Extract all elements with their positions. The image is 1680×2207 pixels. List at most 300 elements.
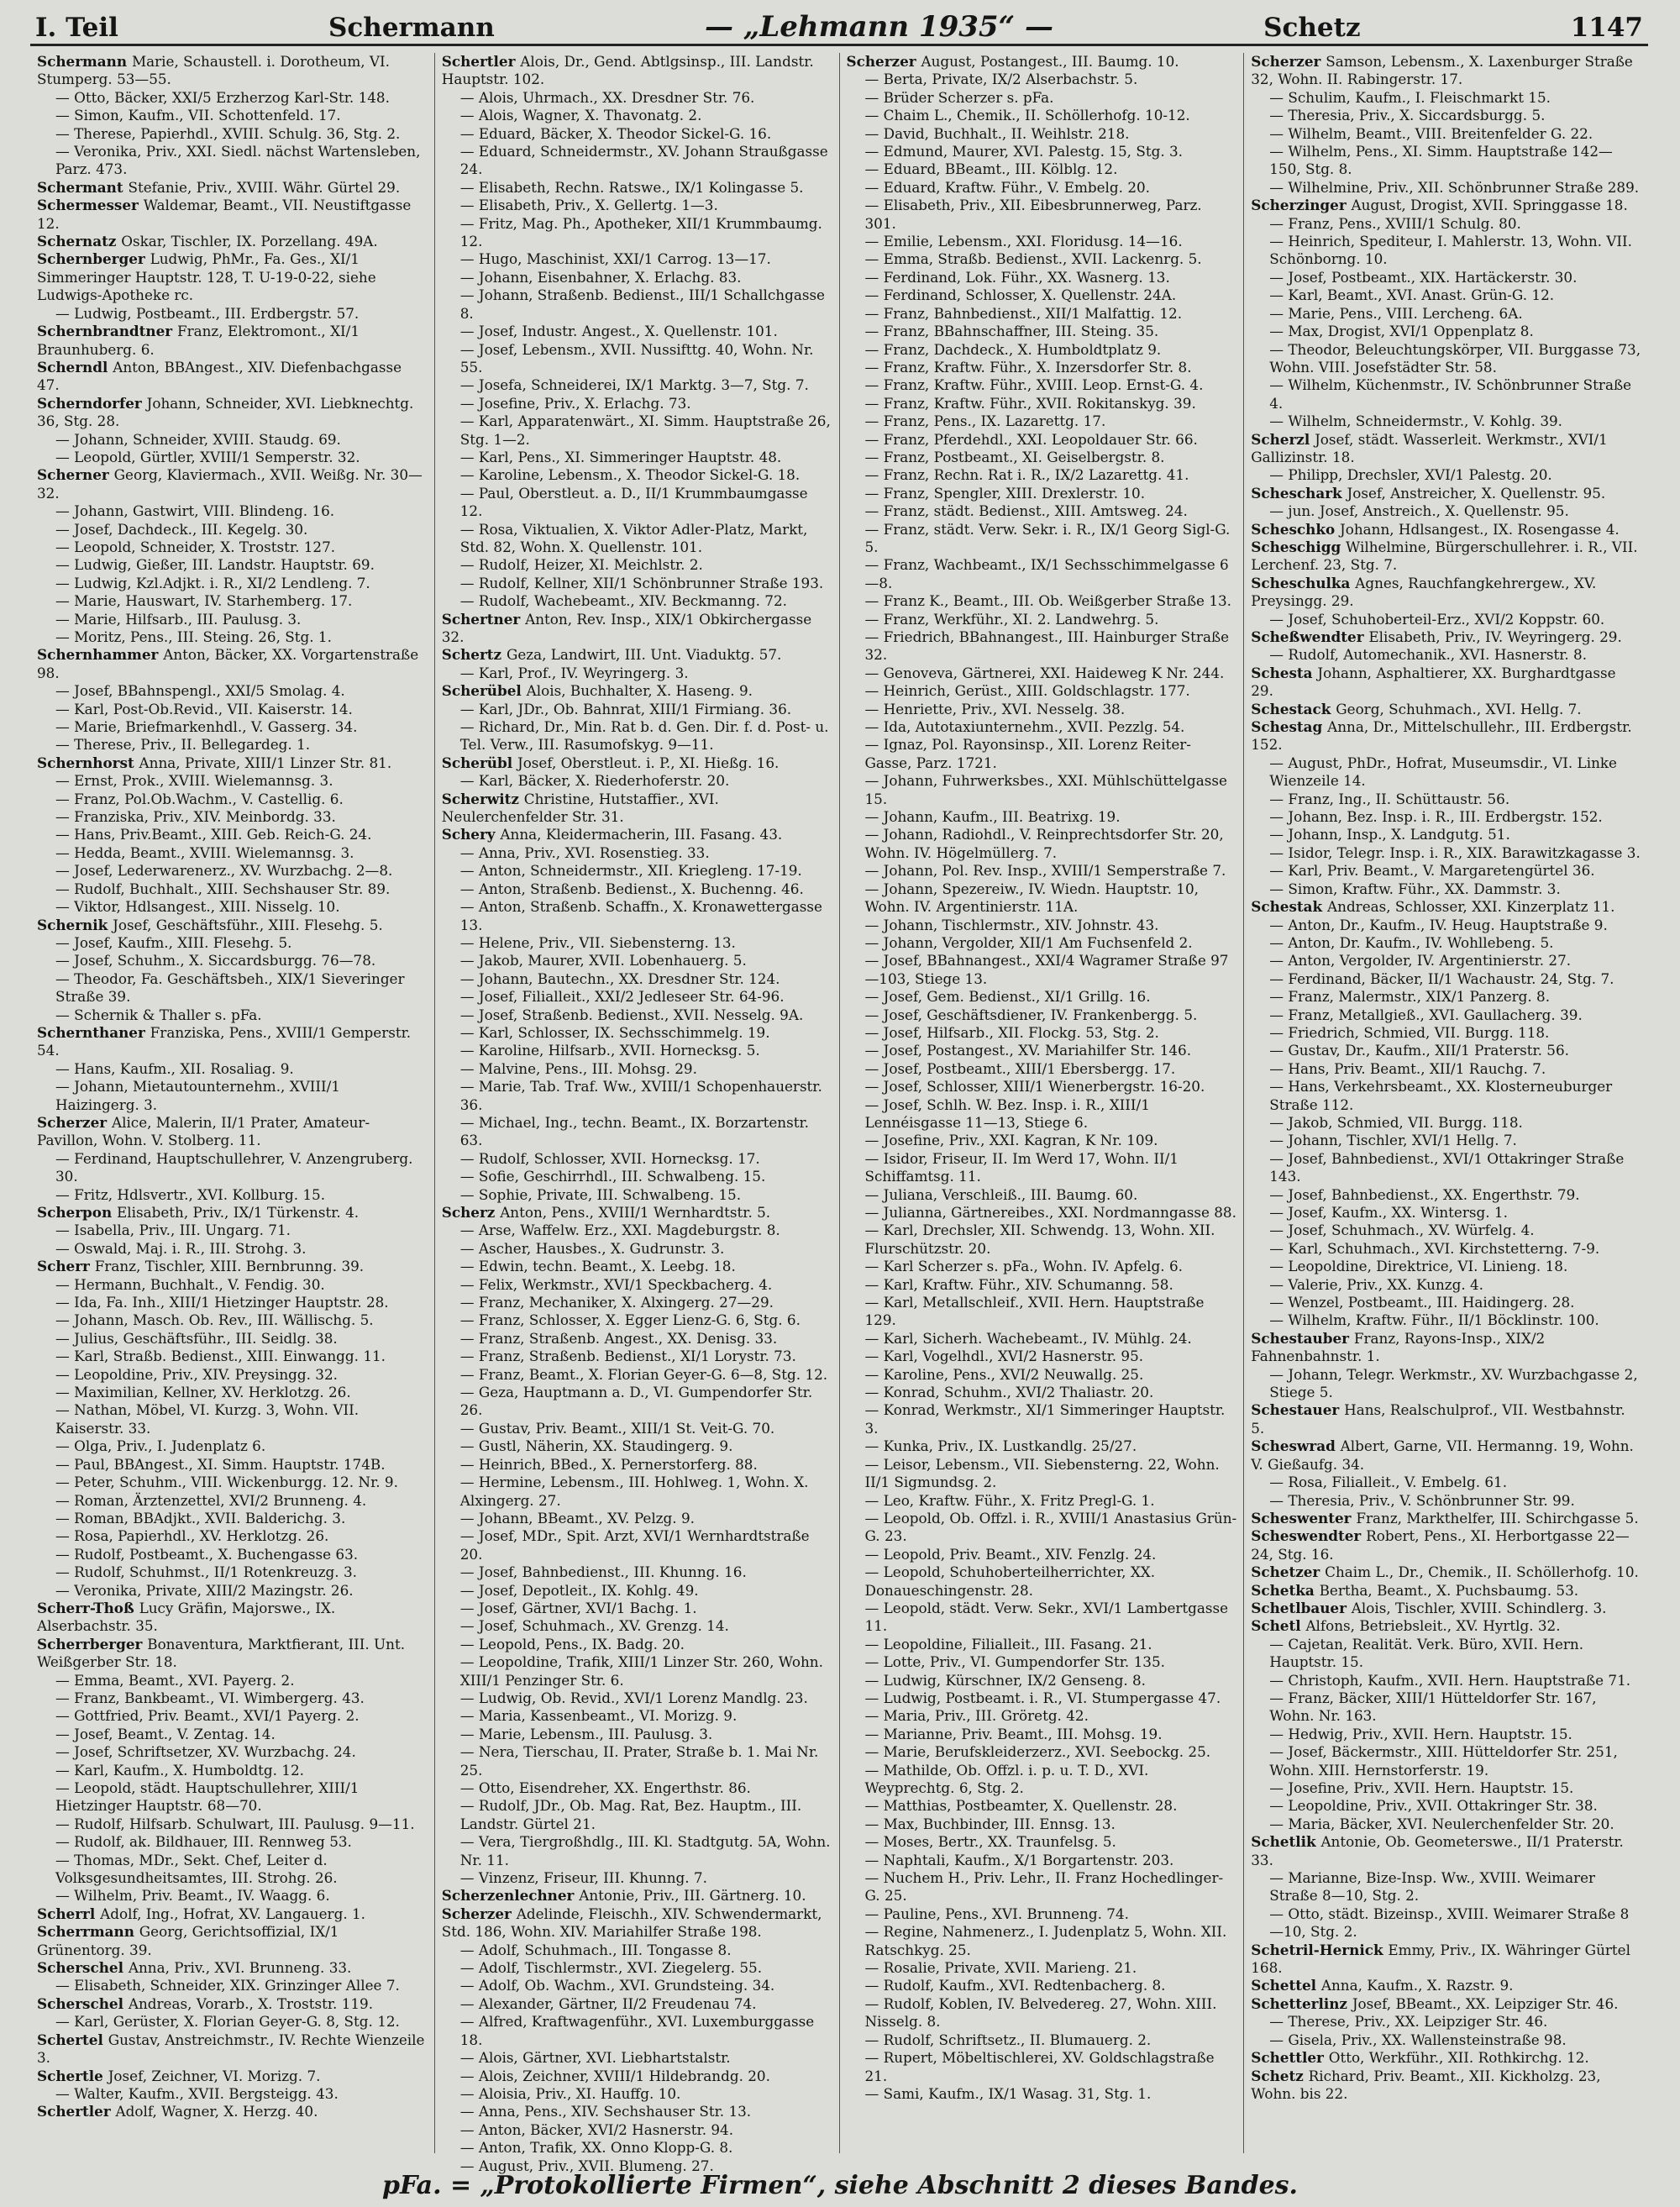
entry-details: — Adolf, Ob. Wachm., XVI. Grundsteing. 34. — [459, 1977, 775, 1994]
directory-entry — [37, 1222, 428, 1239]
entry-details: Alois, Tischler, XVIII. Schindlerg. 3. — [1351, 1599, 1607, 1616]
entry-details: Antonie, Ob. Geometerswe., II/1 Praterstr. 33. — [1251, 1833, 1624, 1868]
entry-details: — Leo, Kraftw. Führ., X. Fritz Pregl-G. 1. — [864, 1491, 1155, 1509]
directory-entry — [37, 466, 428, 502]
directory-entry — [442, 718, 832, 754]
directory-entry — [1251, 215, 1641, 233]
directory-entry — [37, 1366, 428, 1384]
entry-details: — Moritz, Pens., III. Steing. 26, Stg. 1. — [55, 628, 332, 645]
entry-details: Elisabeth, Priv., IX/1 Türkenstr. 4. — [117, 1204, 360, 1221]
directory-entry — [1251, 1150, 1641, 1186]
directory-entry — [847, 89, 1237, 107]
entry-surname: Scherzl — [1251, 430, 1315, 448]
directory-entry — [1251, 125, 1641, 143]
directory-entry — [1251, 1006, 1641, 1024]
directory-entry — [442, 1042, 832, 1059]
directory-entry — [37, 539, 428, 556]
entry-details: — Josef, Dachdeck., III. Kegelg. 30. — [55, 520, 308, 538]
entry-surname: Scherpon — [37, 1204, 118, 1221]
entry-details: — Otto, Bäcker, XXI/5 Erzherzog Karl-Str. 148. — [55, 88, 390, 106]
entry-details: — Karl, Schuhmach., XVI. Kirchstetterng. 7-9. — [1269, 1239, 1600, 1257]
entry-details: Josef, städt. Wasserleit. Werkmstr., XVI/1 Gallizinstr. 18. — [1251, 430, 1608, 465]
entry-details: — Karoline, Pens., XVI/2 Neuwallg. 25. — [864, 1365, 1144, 1383]
entry-surname: Scherzer — [441, 1905, 517, 1922]
directory-entry — [442, 1743, 832, 1779]
entry-details: — Karl, Prof., IV. Weyringerg. 3. — [459, 664, 689, 681]
directory-entry — [37, 1510, 428, 1527]
entry-surname: Schernbrandtner — [37, 323, 177, 340]
directory-entry — [1251, 1078, 1641, 1114]
directory-entry — [37, 736, 428, 754]
entry-details: — Paul, Oberstleut. a. D., II/1 Krummbaumgasse 12. — [459, 484, 808, 520]
directory-entry — [37, 826, 428, 843]
entry-details: — Felix, Werkmstr., XVI/1 Speckbacherg. 4. — [459, 1275, 773, 1293]
entry-details: — Leopold, Gürtler, XVIII/1 Semperstr. 32. — [55, 448, 360, 465]
directory-entry — [847, 1869, 1237, 1905]
entry-details: — Rudolf, Kaufm., XVI. Redtenbacherg. 8. — [864, 1977, 1166, 1994]
entry-details: — Helene, Priv., VII. Siebensterng. 13. — [459, 933, 736, 951]
entry-details: — Marianne, Priv. Beamt., III. Mohsg. 19. — [864, 1725, 1163, 1742]
entry-details: — Franz, Beamt., X. Florian Geyer-G. 6—8, Stg. 12. — [459, 1365, 828, 1383]
entry-details: — Arse, Waffelw. Erz., XXI. Magdeburgstr. 8. — [459, 1222, 780, 1239]
entry-details: — Hermann, Buchhalt., V. Fendig. 30. — [55, 1275, 325, 1293]
page-header — [30, 10, 1648, 46]
directory-entry — [37, 1743, 428, 1761]
entry-surname: Scherrl — [37, 1905, 101, 1922]
entry-surname: Scherz — [441, 1204, 501, 1221]
directory-entry — [1251, 1977, 1641, 1994]
entry-details: — Leopoldine, Priv., XVII. Ottakringer Str. 38. — [1269, 1797, 1598, 1815]
directory-entry — [442, 395, 832, 412]
directory-entry — [847, 1923, 1237, 1959]
entry-surname: Schertler — [441, 53, 521, 70]
entry-surname: Scherzer — [1251, 53, 1326, 70]
entry-details: — Hans, Priv.Beamt., XIII. Geb. Reich-G. 24. — [55, 826, 372, 843]
directory-entry — [442, 1510, 832, 1527]
directory-entry — [847, 1276, 1237, 1294]
entry-details: — Franz, Spengler, XIII. Drexlerstr. 10. — [864, 484, 1146, 502]
entry-details: — Franz, Kraftw. Führ., XVIII. Leop. Ernst-G. 4. — [864, 376, 1204, 394]
entry-details: — Kunka, Priv., IX. Lustkandlg. 25/27. — [864, 1437, 1137, 1455]
directory-entry — [847, 1689, 1237, 1707]
directory-entry — [442, 1977, 832, 1994]
entry-details: — Karl Scherzer s. pFa., Wohn. IV. Apfelg. 6. — [864, 1258, 1183, 1275]
entry-details: — Wilhelm, Schneidermstr., V. Kohlg. 39. — [1269, 412, 1563, 430]
directory-entry — [847, 466, 1237, 484]
directory-entry — [442, 1653, 832, 1689]
entry-surname: Scheswendter — [1251, 1527, 1367, 1545]
entry-details: — Schernik & Thaller s. pFa. — [55, 1006, 262, 1023]
directory-entry — [37, 772, 428, 790]
directory-entry — [37, 1401, 428, 1437]
entry-details: — Marie, Pens., VIII. Lercheng. 6A. — [1269, 304, 1523, 322]
entry-details: — Malvine, Pens., III. Mohsg. 29. — [459, 1059, 697, 1077]
entry-details: Adolf, Wagner, X. Herzg. 40. — [115, 2103, 318, 2120]
entry-details: — Marie, Berufskleiderzerz., XVI. Seebockg. 25. — [864, 1743, 1211, 1761]
directory-entry — [1251, 1474, 1641, 1491]
directory-entry — [442, 197, 832, 214]
directory-entry — [442, 2068, 832, 2085]
entry-details: — Karl, Post-Ob.Revid., VII. Kaiserstr. 14. — [55, 700, 353, 717]
directory-entry — [37, 521, 428, 539]
page-number: 1147 — [1570, 13, 1643, 43]
directory-entry — [37, 1816, 428, 1833]
entry-details: — Rudolf, Postbeamt., X. Buchengasse 63. — [55, 1545, 359, 1563]
directory-entry — [1251, 1240, 1641, 1258]
directory-entry — [37, 2068, 428, 2085]
entry-details: Agnes, Rauchfangkehrergew., XV. Preysingg. 29. — [1251, 574, 1597, 610]
directory-entry — [847, 1743, 1237, 1761]
directory-entry — [442, 1006, 832, 1024]
directory-entry — [442, 449, 832, 466]
entry-surname: Scherübel — [441, 682, 527, 700]
entry-details: — Franziska, Priv., XIV. Meinbordg. 33. — [55, 808, 336, 826]
directory-entry — [37, 1492, 428, 1510]
directory-entry — [847, 862, 1237, 880]
directory-entry — [847, 1024, 1237, 1042]
directory-entry — [442, 1437, 832, 1455]
directory-entry — [37, 628, 428, 646]
directory-entry — [37, 682, 428, 700]
entry-details: Johann, Hdlsangest., IX. Rosengasse 4. — [1340, 520, 1620, 538]
entry-details: — Johann, Radiohdl., V. Reinprechtsdorfer Str. 20, Wohn. IV. Högelmüllerg. 7. — [864, 826, 1224, 861]
entry-details: — Franz, Bahnbedienst., XII/1 Malfattig. 12. — [864, 304, 1183, 322]
entry-details: — Franz, Dachdeck., X. Humboldtplatz 9. — [864, 340, 1162, 358]
directory-entry — [1251, 53, 1641, 89]
directory-entry — [847, 718, 1237, 736]
entry-details: — Anton, Dr. Kaufm., IV. Wohllebeng. 5. — [1269, 933, 1554, 951]
directory-column-2 — [435, 53, 840, 2174]
entry-details: — Isidor, Telegr. Insp. i. R., XIX. Barawitzkagasse 3. — [1269, 843, 1641, 861]
entry-details: — Hedda, Beamt., XVIII. Wielemannsg. 3. — [55, 843, 354, 861]
directory-column-3 — [840, 53, 1245, 2153]
entry-surname: Schetterlinz — [1251, 1994, 1352, 2012]
directory-entry — [847, 449, 1237, 466]
directory-entry — [442, 179, 832, 197]
entry-details: — Johann, Bez. Insp. i. R., III. Erdbergstr. 152. — [1269, 808, 1603, 826]
entry-details: — Rupert, Möbeltischlerei, XV. Goldschlagstraße 21. — [864, 2049, 1215, 2084]
directory-entry — [847, 107, 1237, 124]
directory-entry — [37, 880, 428, 898]
directory-entry — [442, 1366, 832, 1384]
entry-details: — Franz, Pferdehdl., XXI. Leopoldauer Str. 66. — [864, 430, 1198, 448]
entry-details: — Franz, Postbeamt., XI. Geiselbergstr. 8. — [864, 448, 1165, 465]
entry-details: Anna, Kleidermacherin, III. Fasang. 43. — [500, 826, 783, 843]
entry-details: — Otto, städt. Bizeinsp., XVIII. Weimarer Straße 8—10, Stg. 2. — [1269, 1905, 1630, 1941]
entry-details: — Friedrich, Schmied, VII. Burgg. 118. — [1269, 1023, 1550, 1041]
directory-entry — [1251, 1294, 1641, 1311]
directory-entry — [37, 395, 428, 431]
directory-entry — [37, 107, 428, 124]
entry-details: — Theodor, Beleuchtungskörper, VII. Burggasse 73, Wohn. VIII. Josefstädter Str. 58. — [1269, 340, 1641, 376]
directory-entry — [442, 1276, 832, 1294]
directory-entry — [847, 1546, 1237, 1563]
entry-details: — Rosa, Viktualien, X. Viktor Adler-Platz, Markt, Std. 82, Wohn. X. Quellenstr. 101. — [459, 520, 808, 555]
entry-details: — Rudolf, Buchhalt., XIII. Sechshauser Str. 89. — [55, 880, 391, 897]
entry-details: — Hugo, Maschinist, XXI/1 Carrog. 13—17. — [459, 250, 771, 268]
entry-details: — Hermine, Lebensm., III. Hohlweg. 1, Wohn. X. Alxingerg. 27. — [459, 1474, 809, 1509]
directory-entry — [1251, 466, 1641, 484]
directory-entry — [1251, 1942, 1641, 1978]
entry-details: Christine, Hutstaffier., XVI. Neulerchenfelder Str. 31. — [441, 790, 719, 826]
entry-surname: Schetzer — [1251, 1563, 1326, 1581]
entry-details: — Karl, Vogelhdl., XVI/2 Hasnerstr. 95. — [864, 1348, 1144, 1365]
entry-details: — Johann, Tischler, XVI/1 Hellg. 7. — [1269, 1132, 1517, 1149]
entry-details: Hans, Realschulprof., VII. Westbahnstr. 5. — [1251, 1401, 1625, 1437]
directory-entry — [37, 1689, 428, 1707]
entry-surname: Scherschel — [37, 1994, 129, 2012]
directory-entry — [442, 772, 832, 790]
entry-details: — Franz, Straßenb. Angest., XX. Denisg. 33. — [459, 1329, 778, 1347]
entry-details: — Johann, Eisenbahner, X. Erlachg. 83. — [459, 268, 742, 286]
directory-entry — [847, 233, 1237, 250]
directory-entry — [442, 1707, 832, 1725]
directory-entry — [847, 611, 1237, 628]
directory-entry — [847, 179, 1237, 197]
entry-details: Richard, Priv. Beamt., XII. Kickholzg. 23, Wohn. bis 22. — [1251, 2067, 1601, 2102]
entry-details: — Ludwig, Gießer, III. Landstr. Hauptstr. 69. — [55, 556, 375, 574]
directory-entry — [442, 2013, 832, 2049]
entry-surname: Scheschko — [1251, 520, 1340, 538]
directory-entry — [1251, 808, 1641, 826]
entry-surname: Scherzer — [846, 53, 921, 70]
entry-details: — Johann, Mietautounternehm., XVIII/1 Haizingerg. 3. — [55, 1078, 340, 1113]
entry-details: — Karl, Apparatenwärt., XI. Simm. Hauptstraße 26, Stg. 1—2. — [459, 412, 831, 448]
entry-details: — Peter, Schuhm., VIII. Wickenburgg. 12. Nr. 9. — [55, 1474, 398, 1491]
entry-details: — Gottfried, Priv. Beamt., XVI/1 Payerg. 2. — [55, 1707, 360, 1725]
directory-entry — [1251, 880, 1641, 898]
entry-details: Albert, Garne, VII. Hermanng. 19, Wohn. V. Gießaufg. 34. — [1251, 1437, 1634, 1473]
entry-details: Franz, Elektromont., XI/1 Braunhuberg. 6. — [37, 323, 360, 358]
directory-entry — [37, 1762, 428, 1779]
entry-details: — Josef, Schuhmach., XV. Grenzg. 14. — [459, 1617, 729, 1635]
directory-entry — [37, 1204, 428, 1222]
entry-details: — Maximilian, Kellner, XV. Herklotzg. 26. — [55, 1384, 351, 1401]
entry-details: — Leopold, Pens., IX. Badg. 20. — [459, 1635, 685, 1653]
directory-entry — [442, 880, 832, 898]
directory-entry — [37, 1582, 428, 1600]
entry-surname: Schesta — [1251, 664, 1318, 681]
entry-details: — Therese, Priv., II. Bellegardeg. 1. — [55, 736, 311, 754]
entry-details: — Roman, BBAdjkt., XVII. Balderichg. 3. — [55, 1509, 346, 1527]
entry-details: — Wilhelm, Küchenmstr., IV. Schönbrunner Straße 4. — [1269, 376, 1632, 412]
directory-entry — [847, 1401, 1237, 1437]
directory-entry — [1251, 1492, 1641, 1510]
edition-title: — „Lehmann 1935“ — — [704, 10, 1053, 44]
entry-details: — Leopold, städt. Verw. Sekr., XVI/1 Lambertgasse 11. — [864, 1599, 1229, 1635]
entry-details: — Wilhelm, Priv. Beamt., IV. Waagg. 6. — [55, 1887, 330, 1905]
directory-entry — [847, 269, 1237, 286]
directory-entry — [37, 754, 428, 772]
directory-columns — [30, 53, 1648, 2174]
entry-details: Andreas, Schlosser, XXI. Kinzerplatz 11. — [1327, 898, 1615, 916]
directory-entry — [847, 160, 1237, 178]
entry-details: — Max, Buchbinder, III. Ennsg. 13. — [864, 1815, 1116, 1832]
directory-entry — [847, 682, 1237, 700]
entry-details: — Olga, Priv., I. Judenplatz 6. — [55, 1437, 266, 1455]
entry-details: — Sophie, Private, III. Schwalbeng. 15. — [459, 1185, 742, 1203]
directory-entry — [1251, 970, 1641, 988]
entry-details: — Heinrich, BBed., X. Pernerstorferg. 88. — [459, 1455, 758, 1473]
directory-entry — [442, 1474, 832, 1510]
directory-entry — [847, 412, 1237, 430]
entry-details: Anna, Priv., XVI. Brunneng. 33. — [128, 1959, 352, 1977]
entry-details: — Karl, Kaufm., X. Humboldtg. 12. — [55, 1761, 304, 1779]
directory-entry — [37, 1923, 428, 1959]
directory-entry — [442, 1833, 832, 1869]
directory-entry — [847, 1258, 1237, 1275]
directory-entry — [1251, 1510, 1641, 1527]
entry-details: — Franz, städt. Verw. Sekr. i. R., IX/1 Georg Sigl-G. 5. — [864, 520, 1231, 555]
entry-details: Elisabeth, Priv., IV. Weyringerg. 29. — [1368, 628, 1622, 645]
directory-entry — [847, 1600, 1237, 1636]
entry-surname: Scherzinger — [1251, 197, 1352, 214]
entry-details: Antonie, Priv., III. Gärtnerg. 10. — [579, 1887, 806, 1905]
directory-entry — [37, 844, 428, 862]
directory-entry — [847, 1816, 1237, 1833]
directory-entry — [37, 862, 428, 880]
footer-note: pFa. = „Protokollierte Firmen“, siehe Abschnitt 2 dieses Bandes. — [382, 2171, 1298, 2200]
entry-details: — Karl, Gerüster, X. Florian Geyer-G. 8, Stg. 12. — [55, 2013, 400, 2031]
entry-details: — Ferdinand, Hauptschullehrer, V. Anzengruberg. 30. — [55, 1149, 413, 1185]
entry-surname: Scherrberger — [37, 1635, 148, 1653]
entry-surname: Scheswrad — [1251, 1437, 1341, 1455]
entry-details: — Josef, Depotleit., IX. Kohlg. 49. — [459, 1581, 699, 1599]
entry-details: — Leopold, Schuhoberteilherrichter, XX. Donaueschingenstr. 28. — [864, 1563, 1156, 1599]
entry-details: — Wilhelmine, Priv., XII. Schönbrunner Straße 289. — [1269, 178, 1640, 196]
entry-details: — Alexander, Gärtner, II/2 Freudenau 74. — [459, 1994, 757, 2012]
directory-entry — [442, 2085, 832, 2103]
directory-entry — [37, 1707, 428, 1725]
entry-details: — Konrad, Werkmstr., XI/1 Simmeringer Hauptstr. 3. — [864, 1401, 1226, 1437]
directory-entry — [442, 754, 832, 772]
entry-details: Josef, Geschäftsführ., XIII. Flesehg. 5. — [113, 916, 383, 933]
entry-details: — Josef, Hilfsarb., XII. Flockg. 53, Stg. 2. — [864, 1023, 1159, 1041]
entry-details: Franz, Tischler, XIII. Bernbrunng. 39. — [94, 1258, 365, 1275]
entry-details: — Alois, Wagner, X. Thavonatg. 2. — [459, 107, 702, 124]
directory-entry — [442, 125, 832, 143]
directory-entry — [37, 1563, 428, 1581]
directory-entry — [442, 1060, 832, 1078]
directory-entry — [1251, 1689, 1641, 1726]
directory-entry — [442, 1942, 832, 1959]
directory-entry — [847, 880, 1237, 917]
entry-details: — Josef, Straßenb. Bedienst., XVII. Nesselg. 9A. — [459, 1006, 804, 1023]
directory-entry — [847, 772, 1237, 808]
entry-surname: Scherner — [37, 466, 114, 484]
entry-details: — Josef, Postbeamt., XIII/1 Ebersbergg. 17. — [864, 1059, 1176, 1077]
entry-details: — Marie, Lebensm., III. Paulusg. 3. — [459, 1725, 713, 1742]
directory-entry — [442, 53, 832, 89]
directory-entry — [847, 305, 1237, 323]
directory-entry — [442, 1779, 832, 1797]
entry-surname: Schestack — [1251, 700, 1336, 717]
directory-entry — [1251, 1311, 1641, 1329]
entry-surname: Schetl — [1251, 1617, 1306, 1635]
entry-details: — Leopold, Priv. Beamt., XIV. Fenzlg. 24. — [864, 1545, 1157, 1563]
directory-column-1 — [30, 53, 435, 2153]
directory-entry — [847, 952, 1237, 988]
directory-entry — [37, 1672, 428, 1689]
entry-details: — Ludwig, Kzl.Adjkt. i. R., XI/2 Lendleng. 7. — [55, 574, 370, 591]
entry-details: — Thomas, MDr., Sekt. Chef, Leiter d. Volksgesundheitsamtes, III. Strohg. 26. — [55, 1851, 338, 1887]
entry-details: Anton, BBAngest., XIV. Diefenbachgasse 47. — [37, 358, 402, 394]
directory-entry — [1251, 197, 1641, 214]
directory-entry — [1251, 844, 1641, 862]
entry-surname: Scherwitz — [441, 790, 524, 807]
part-label: I. Teil — [35, 13, 118, 43]
directory-entry — [847, 250, 1237, 268]
entry-details: — Josef, Lederwarenerz., XV. Wurzbachg. 2—8. — [55, 862, 393, 880]
directory-entry — [1251, 431, 1641, 467]
directory-entry — [847, 1222, 1237, 1258]
entry-details: Adelinde, Fleischh., XIV. Schwendermarkt, Std. 186, Wohn. XIV. Mariahilfer Straße 198. — [441, 1905, 822, 1941]
entry-details: — Johann, Schneider, XVIII. Staudg. 69. — [55, 430, 341, 448]
entry-details: Otto, Werkführ., XII. Rothkirchg. 12. — [1328, 2049, 1589, 2067]
directory-entry — [37, 1060, 428, 1078]
entry-details: — Juliana, Verschleiß., III. Baumg. 60. — [864, 1185, 1138, 1203]
entry-details: — Karoline, Lebensm., X. Theodor Sickel-G. 18. — [459, 466, 801, 484]
directory-entry — [847, 1006, 1237, 1024]
entry-details: — Theresia, Priv., V. Schönbrunner Str. 99. — [1269, 1491, 1575, 1509]
directory-entry — [442, 1150, 832, 1168]
directory-entry — [1251, 1060, 1641, 1078]
directory-entry — [442, 1186, 832, 1204]
entry-details: — Berta, Private, IX/2 Alserbachstr. 5. — [864, 71, 1138, 88]
entry-details: — Josef, Schuhoberteil-Erz., XVI/2 Koppstr. 60. — [1269, 610, 1605, 628]
directory-entry — [1251, 269, 1641, 286]
directory-entry — [847, 1852, 1237, 1869]
directory-entry — [37, 1779, 428, 1816]
entry-details: — Adolf, Schuhmach., III. Tongasse 8. — [459, 1941, 732, 1958]
directory-entry — [1251, 1563, 1641, 1581]
directory-entry — [442, 862, 832, 880]
entry-details: August, Drogist, XVII. Springgasse 18. — [1351, 197, 1628, 214]
directory-entry — [847, 988, 1237, 1006]
entry-details: — Josef, Gem. Bedienst., XI/1 Grillg. 16. — [864, 988, 1151, 1006]
directory-entry — [37, 1006, 428, 1024]
entry-details: Anna, Kaufm., X. Razstr. 9. — [1320, 1977, 1514, 1994]
entry-details: — Hans, Priv. Beamt., XII/1 Rauchg. 7. — [1269, 1059, 1546, 1077]
directory-entry — [847, 376, 1237, 394]
entry-details: — Lotte, Priv., VI. Gumpendorfer Str. 135. — [864, 1653, 1165, 1671]
entry-details: — Franz, Kraftw. Führ., X. Inzersdorfer Str. 8. — [864, 358, 1192, 376]
entry-details: — Josef, Bahnbedienst., XVI/1 Ottakringer Straße 143. — [1269, 1149, 1625, 1185]
entry-details: Franziska, Pens., XVIII/1 Gemperstr. 54. — [37, 1023, 412, 1059]
directory-entry — [1251, 826, 1641, 843]
entry-details: — Marie, Hauswart, IV. Starhemberg. 17. — [55, 592, 353, 610]
entry-details: — Alfred, Kraftwagenführ., XVI. Luxemburggasse 18. — [459, 2013, 815, 2048]
entry-details: Geza, Landwirt, III. Unt. Viaduktg. 57. — [506, 646, 782, 664]
entry-details: — Josef, BBahnspengl., XXI/5 Smolag. 4. — [55, 682, 345, 700]
entry-details: — Josef, Industr. Angest., X. Quellenstr. 101. — [459, 323, 778, 340]
entry-details: — Wenzel, Postbeamt., III. Haidingerg. 28. — [1269, 1294, 1575, 1311]
directory-entry — [442, 1527, 832, 1563]
directory-entry — [847, 323, 1237, 340]
directory-entry — [37, 1636, 428, 1672]
entry-details: — Rudolf, Schriftsetz., II. Blumauerg. 2. — [864, 2031, 1152, 2048]
entry-surname: Schestauber — [1251, 1329, 1354, 1347]
directory-entry — [442, 1797, 832, 1833]
directory-entry — [37, 1887, 428, 1905]
entry-details: — Franz, BBahnschaffner, III. Steing. 35. — [864, 323, 1159, 340]
directory-entry — [442, 1887, 832, 1905]
directory-entry — [1251, 934, 1641, 952]
directory-entry — [1251, 143, 1641, 179]
entry-details: — Rudolf, Schlosser, XVII. Hornecksg. 17. — [459, 1149, 760, 1167]
directory-entry — [37, 970, 428, 1006]
directory-entry — [442, 1420, 832, 1437]
